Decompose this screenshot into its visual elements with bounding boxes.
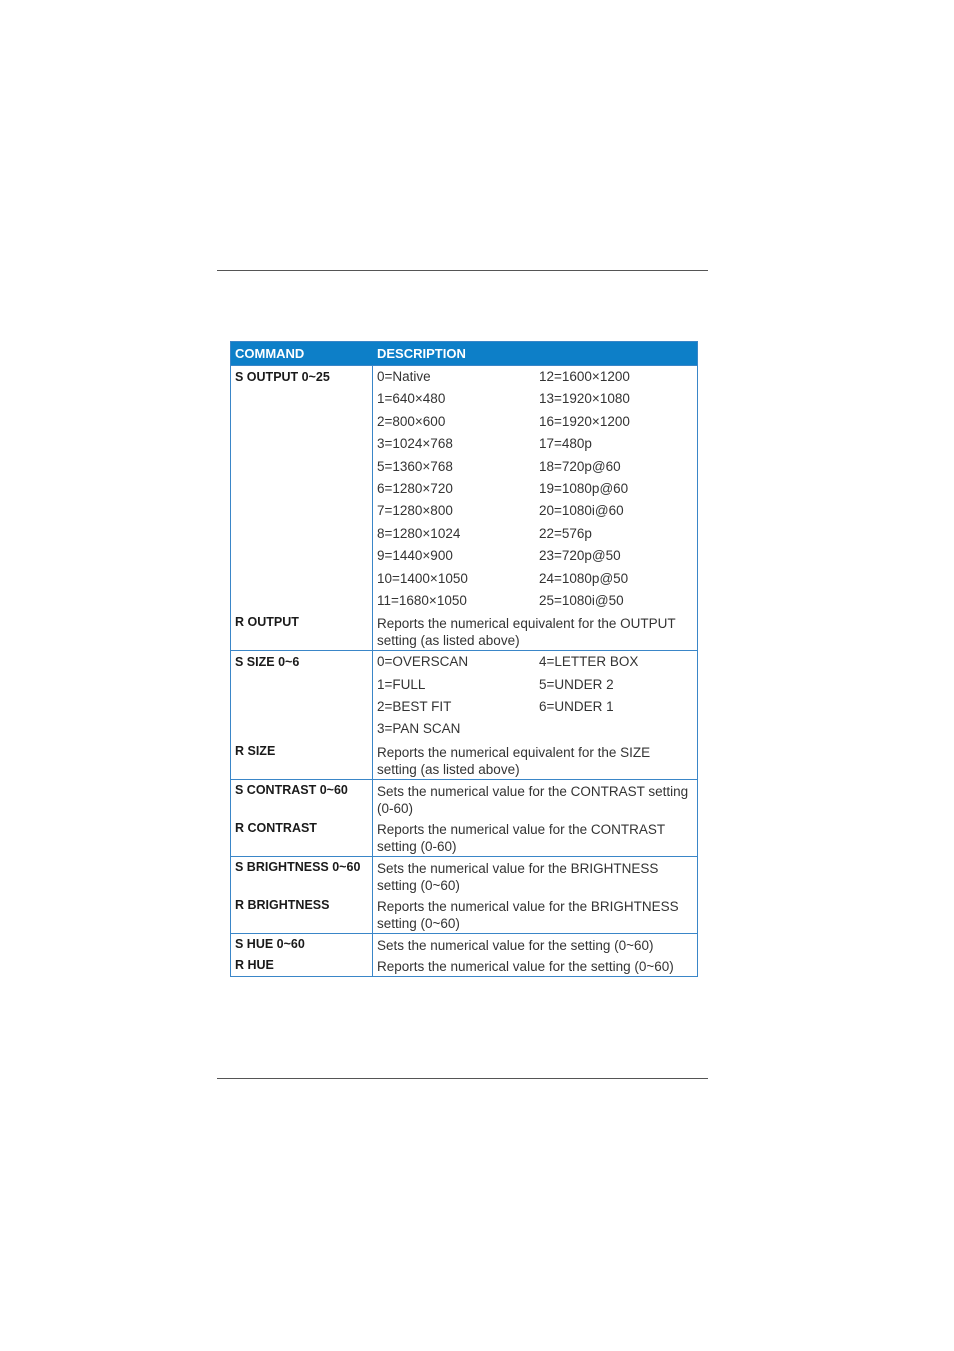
command-table	[230, 341, 698, 977]
output-option-row	[373, 590, 697, 612]
size-option: 4=LETTER BOX	[539, 654, 639, 670]
bottom-rule	[217, 1078, 708, 1079]
output-option: 2=800×600	[377, 413, 446, 429]
output-option: 20=1080i@60	[539, 503, 624, 519]
output-options	[373, 366, 697, 612]
brightness-set-command: S BRIGHTNESS 0~60	[235, 859, 361, 874]
size-option: 5=UNDER 2	[539, 676, 614, 692]
output-option: 24=1080p@50	[539, 570, 629, 586]
output-option: 6=1280×720	[377, 480, 453, 496]
output-option: 7=1280×800	[377, 503, 453, 519]
top-rule	[217, 270, 708, 271]
output-option-row	[373, 366, 697, 388]
brightness-group	[231, 857, 697, 934]
output-option: 19=1080p@60	[539, 480, 629, 496]
output-option: 9=1440×900	[377, 548, 453, 564]
contrast-set-command: S CONTRAST 0~60	[235, 782, 348, 797]
size-report-description: Reports the numerical equivalent for the SIZE setting (as listed above)	[377, 744, 651, 777]
brightness-set-description: Sets the numerical value for the BRIGHTNESS setting (0~60)	[377, 860, 659, 893]
size-option-row	[373, 718, 697, 740]
output-option-row	[373, 433, 697, 455]
contrast-set-description: Sets the numerical value for the CONTRAST setting (0-60)	[377, 783, 689, 816]
output-option: 18=720p@60	[539, 458, 621, 474]
hue-report-description: Reports the numerical value for the setting (0~60)	[377, 958, 674, 974]
output-option-row	[373, 411, 697, 433]
output-option: 8=1280×1024	[377, 525, 461, 541]
output-option: 22=576p	[539, 525, 592, 541]
output-option-row	[373, 500, 697, 522]
contrast-report-command: R CONTRAST	[235, 820, 317, 835]
size-options	[373, 651, 697, 741]
output-option-row	[373, 388, 697, 410]
size-option: 6=UNDER 1	[539, 699, 614, 715]
hue-report-command: R HUE	[235, 957, 274, 972]
output-option: 13=1920×1080	[539, 391, 630, 407]
output-option-row	[373, 568, 697, 590]
output-report-description: Reports the numerical equivalent for the OUTPUT setting (as listed above)	[377, 616, 676, 649]
output-option: 12=1600×1200	[539, 369, 630, 384]
output-option-row	[373, 456, 697, 478]
output-set-command: S OUTPUT 0~25	[235, 370, 330, 384]
hue-set-description: Sets the numerical value for the setting (0~60)	[377, 937, 654, 953]
output-option: 25=1080i@50	[539, 592, 624, 608]
output-option: 3=1024×768	[377, 436, 453, 452]
size-option: 0=OVERSCAN	[377, 654, 469, 670]
output-option-row	[373, 478, 697, 500]
size-option-row	[373, 674, 697, 696]
size-option: 1=FULL	[377, 676, 426, 692]
contrast-report-description: Reports the numerical value for the CONTRAST setting (0-60)	[377, 821, 665, 854]
output-option: 1=640×480	[377, 391, 446, 407]
output-group	[231, 366, 697, 651]
output-option: 10=1400×1050	[377, 570, 468, 586]
hue-group	[231, 934, 697, 976]
output-option: 0=Native	[377, 369, 431, 384]
hue-set-command: S HUE 0~60	[235, 936, 305, 951]
output-report-command: R OUTPUT	[235, 615, 299, 629]
output-option-row	[373, 523, 697, 545]
size-group	[231, 651, 697, 780]
brightness-report-command: R BRIGHTNESS	[235, 897, 330, 912]
size-option: 2=BEST FIT	[377, 699, 452, 715]
contrast-group	[231, 780, 697, 857]
output-option-row	[373, 545, 697, 567]
header-command: COMMAND	[235, 346, 305, 361]
size-report-command: R SIZE	[235, 743, 276, 758]
output-option: 11=1680×1050	[377, 592, 467, 608]
size-set-command: S SIZE 0~6	[235, 655, 300, 670]
table-header	[231, 342, 697, 366]
size-option: 3=PAN SCAN	[377, 721, 461, 737]
brightness-report-description: Reports the numerical value for the BRIGHTNESS setting (0~60)	[377, 898, 679, 931]
size-option-row	[373, 696, 697, 718]
header-description: DESCRIPTION	[377, 346, 466, 361]
output-option: 5=1360×768	[377, 458, 453, 474]
size-option-row	[373, 651, 697, 673]
output-option: 23=720p@50	[539, 548, 621, 564]
output-option: 17=480p	[539, 436, 592, 452]
output-option: 16=1920×1200	[539, 413, 630, 429]
